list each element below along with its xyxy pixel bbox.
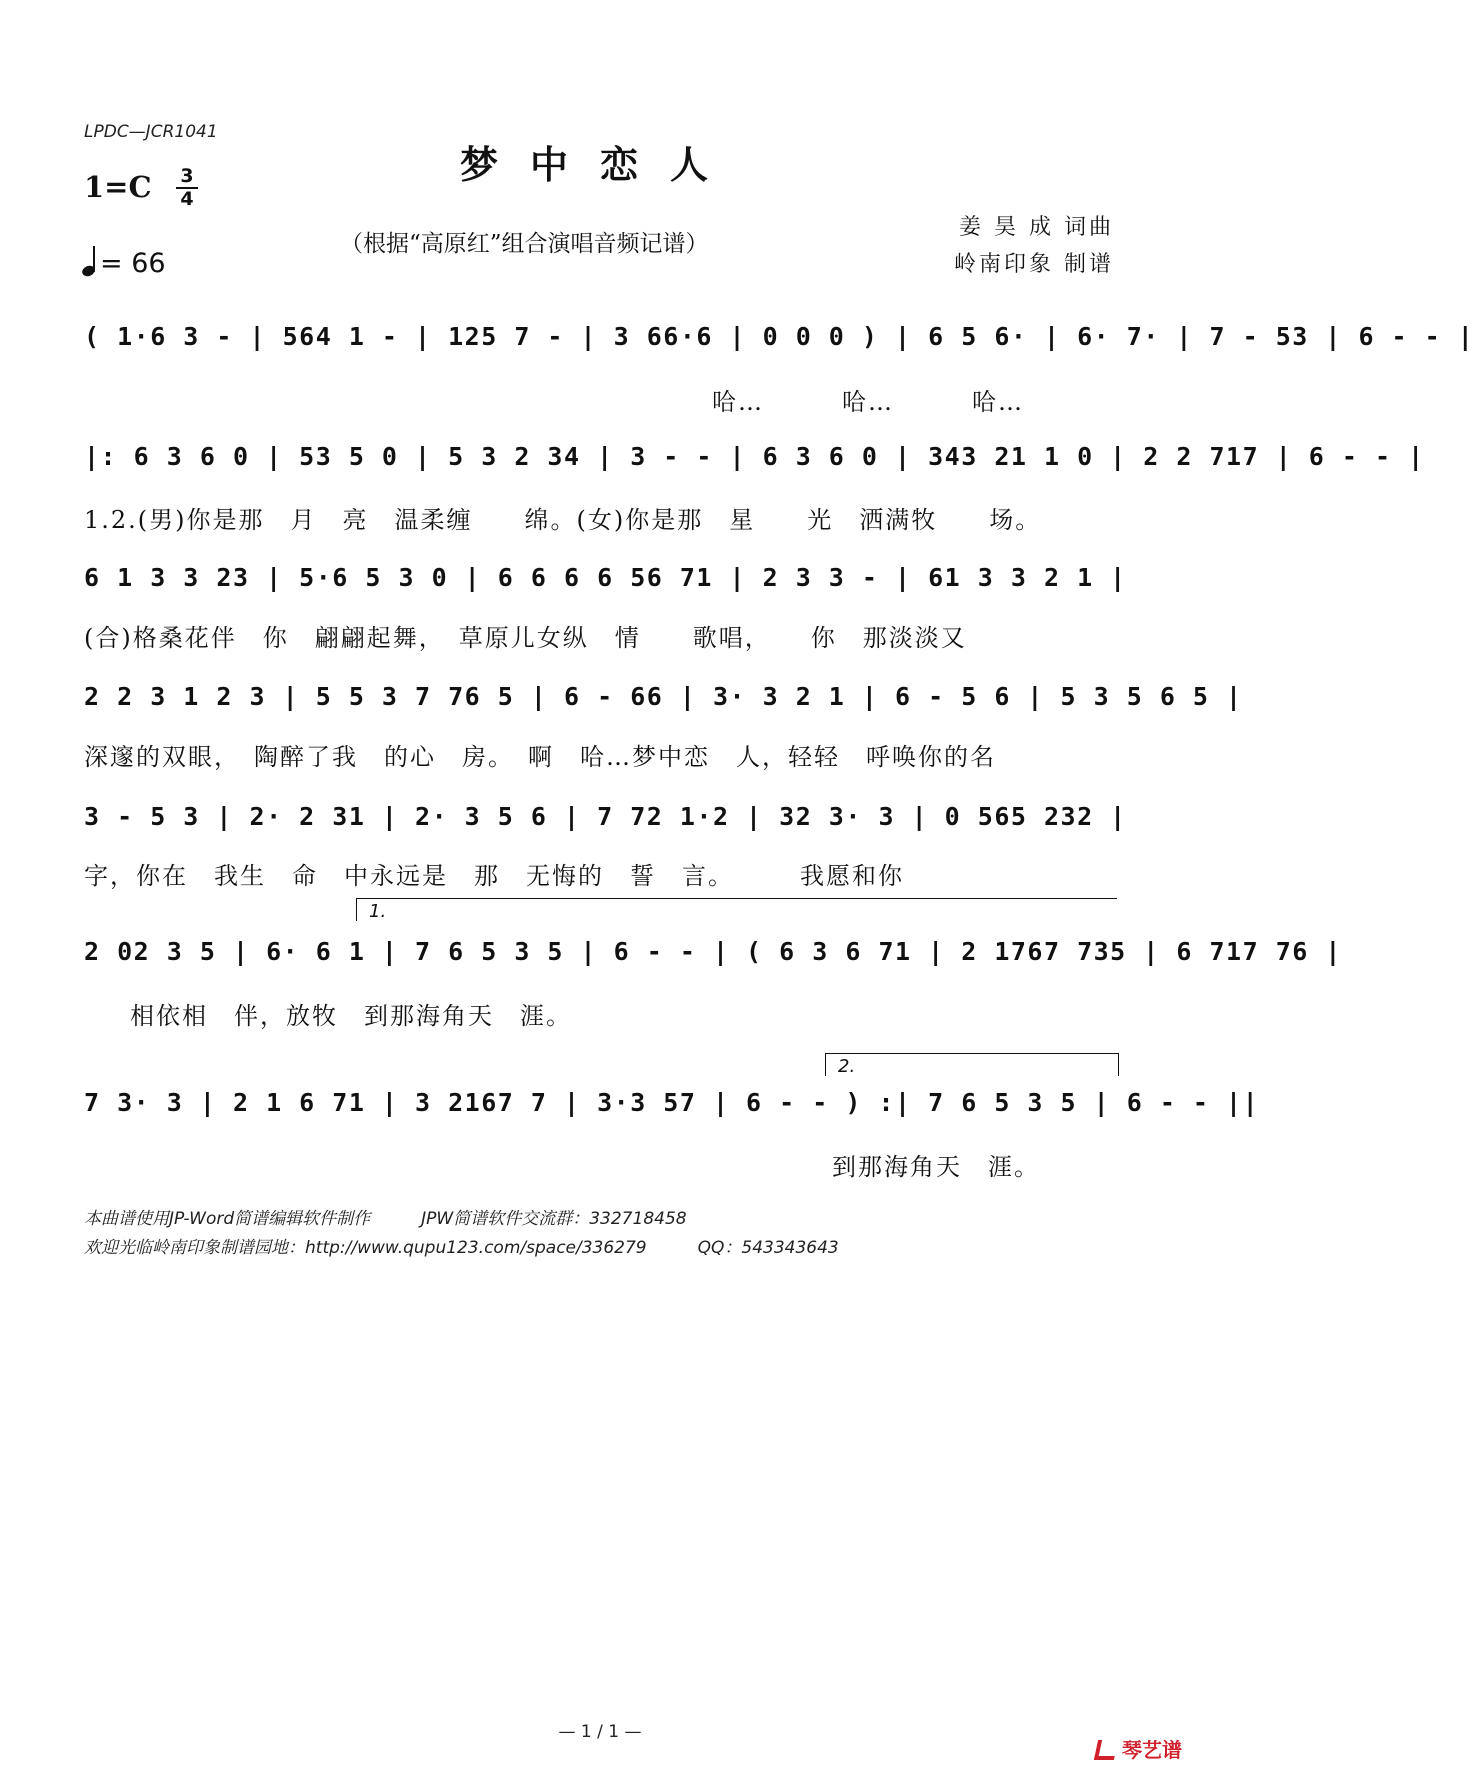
tempo-value: = 66: [100, 248, 166, 279]
key-signature: 1=C: [84, 170, 152, 204]
volta-bracket-1: [356, 898, 1117, 921]
credit-lyrics-music: 姜 昊 成 词曲: [959, 215, 1114, 240]
notation-line-2: |: 6 3 6 0 | 53 5 0 | 5 3 2 34 | 3 - - | 6 3 6 0 | 343 21 1 0 | 2 2 717 | 6 - - |: [84, 442, 1425, 471]
volta-bracket-2: [825, 1053, 1119, 1076]
lyrics-line-5: 字，你在 我生 命 中永远是 那 无悔的 誓 言。 我愿和你: [84, 862, 904, 890]
volta-label-1: 1.: [369, 901, 387, 922]
site-logo: [1096, 1734, 1182, 1763]
footer-line-2: 欢迎光临岭南印象制谱园地：http://www.qupu123.com/space/336279 QQ：543343643: [84, 1238, 839, 1258]
lyrics-line-4: 深邃的双眼， 陶醉了我 的心 房。 啊 哈…梦中恋 人，轻轻 呼唤你的名: [84, 743, 996, 771]
notation-line-5: 3 - 5 3 | 2· 2 31 | 2· 3 5 6 | 7 72 1·2 | 32 3· 3 | 0 565 232 |: [84, 802, 1127, 831]
lyrics-line-3: (合)格桑花伴 你 翩翩起舞， 草原儿女纵 情 歌唱， 你 那淡淡又: [84, 624, 967, 652]
lyrics-line-6: 相依相 伴，放牧 到那海角天 涯。: [130, 1002, 572, 1030]
lyrics-line-7: 到那海角天 涯。: [832, 1153, 1040, 1181]
notation-line-1: ( 1·6 3 - | 564 1 - | 125 7 - | 3 66·6 | 0 0 0 ) | 6 5 6· | 6· 7· | 7 - 53 | 6 - - |: [84, 322, 1474, 351]
footer-line-1: 本曲谱使用JP-Word简谱编辑软件制作 JPW简谱软件交流群：332718458: [84, 1209, 687, 1229]
lyrics-line-1: 哈… 哈… 哈…: [712, 388, 1024, 416]
notation-line-3: 6 1 3 3 23 | 5·6 5 3 0 | 6 6 6 6 56 71 | 2 3 3 - | 61 3 3 2 1 |: [84, 563, 1127, 592]
score-code: LPDC—JCR1041: [84, 122, 218, 142]
credit-score: 岭南印象 制谱: [954, 252, 1114, 277]
page-number: — 1 / 1 —: [558, 1722, 642, 1742]
subtitle: （根据“高原红”组合演唱音频记谱）: [340, 231, 709, 257]
quarter-note-icon: [82, 246, 100, 276]
notation-line-6: 2 02 3 5 | 6· 6 1 | 7 6 5 3 5 | 6 - - | ( 6 3 6 71 | 2 1767 735 | 6 717 76 |: [84, 937, 1342, 966]
lyrics-line-2: 1.2.(男)你是那 月 亮 温柔缠 绵。(女)你是那 星 光 洒满牧 场。: [84, 506, 1042, 534]
time-signature: [176, 167, 198, 209]
logo-mark-icon: [1094, 1740, 1118, 1760]
time-signature-top: 3: [180, 165, 194, 187]
tempo-marking: [82, 246, 166, 279]
volta-label-2: 2.: [838, 1056, 856, 1077]
logo-text: 琴艺谱: [1122, 1738, 1182, 1762]
notation-line-7: 7 3· 3 | 2 1 6 71 | 3 2167 7 | 3·3 57 | 6 - - ) :| 7 6 5 3 5 | 6 - - ||: [84, 1088, 1260, 1117]
song-title: 梦中恋人: [459, 142, 740, 187]
notation-line-4: 2 2 3 1 2 3 | 5 5 3 7 76 5 | 6 - 66 | 3· 3 2 1 | 6 - 5 6 | 5 3 5 6 5 |: [84, 682, 1243, 711]
time-signature-bottom: 4: [180, 188, 194, 210]
